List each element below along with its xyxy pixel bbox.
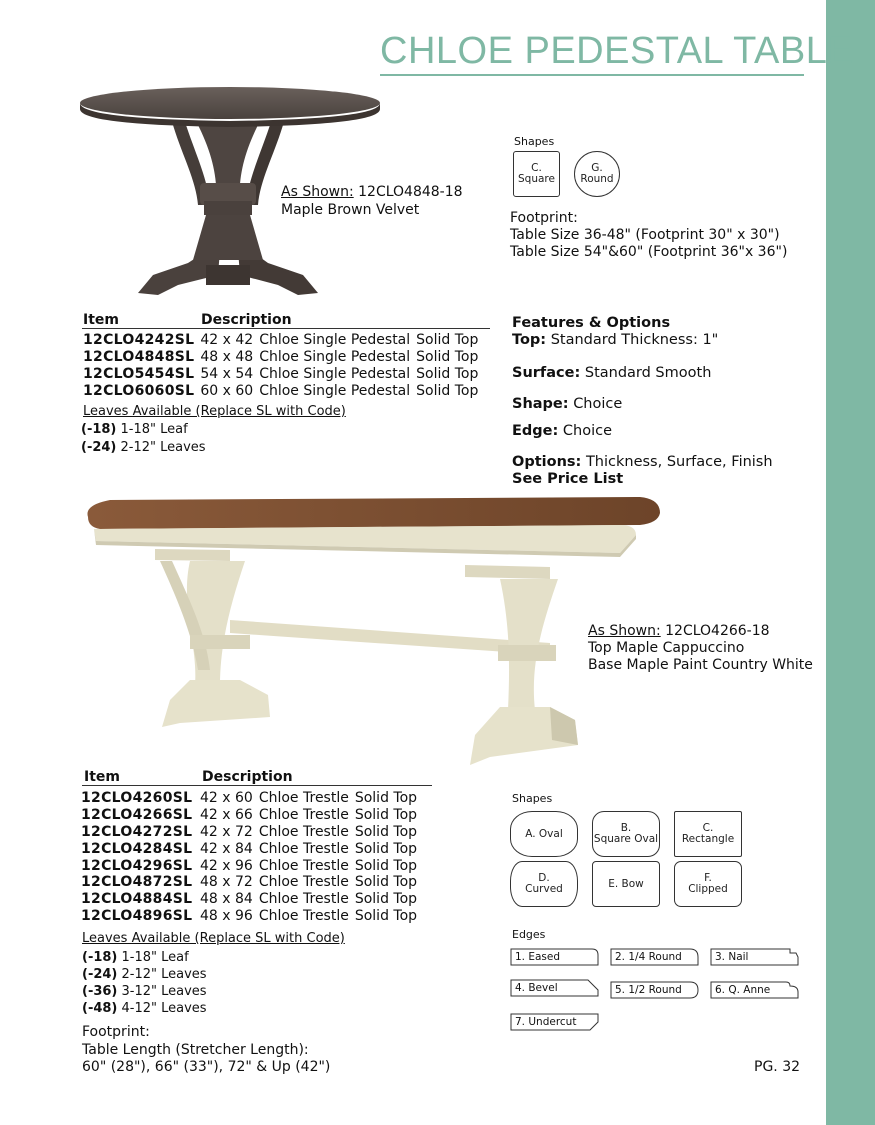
item-size: 42 x 42	[200, 332, 254, 349]
feature-top-label: Top:	[512, 332, 547, 348]
item-top: Solid Top	[354, 907, 418, 924]
table-row	[81, 840, 423, 857]
table-row	[83, 332, 484, 349]
pedestal-finish: Maple Brown Velvet	[281, 202, 420, 218]
edge-label: 7. Undercut	[515, 1016, 577, 1028]
trestle-leaves-label: Leaves Available (Replace SL with Code)	[82, 931, 345, 946]
item-top: Solid Top	[354, 790, 418, 807]
item-top: Solid Top	[354, 840, 418, 857]
leaf-code: (-18)	[82, 950, 118, 965]
as-shown-code: 12CLO4266-18	[665, 623, 770, 639]
shape-name: Rectangle	[681, 833, 735, 845]
table-row	[83, 349, 484, 366]
shape-name: Bow	[621, 877, 644, 890]
leaf-text: 2-12" Leaves	[121, 967, 207, 982]
shape-name: Square Oval	[593, 833, 659, 845]
item-code: 12CLO6060SL	[83, 382, 195, 399]
features-heading: Features & Options	[512, 315, 671, 331]
trestle-shapes-label: Shapes	[512, 792, 553, 805]
item-name: Chloe Trestle	[258, 891, 349, 908]
item-size: 48 x 48	[200, 349, 254, 366]
feature-surface-value: Standard Smooth	[584, 365, 712, 381]
item-size: 48 x 72	[200, 874, 253, 891]
page-title: CHLOE PEDESTAL TABLE	[380, 30, 854, 72]
item-code: 12CLO4272SL	[81, 823, 193, 840]
trestle-leaf-row	[82, 949, 189, 966]
item-size: 42 x 96	[200, 857, 253, 874]
shape-letter: E.	[608, 877, 619, 890]
edge-queen-anne	[710, 980, 800, 1000]
edge-label: 5. 1/2 Round	[615, 984, 682, 996]
title-underline	[380, 74, 804, 76]
item-top: Solid Top	[416, 365, 479, 382]
edge-quarter-round	[610, 947, 700, 967]
trestle-leaf-row	[82, 983, 207, 1000]
pedestal-leaf-row	[81, 421, 188, 438]
feature-surface	[512, 365, 711, 381]
feature-surface-label: Surface:	[512, 365, 581, 381]
trestle-header-rule	[82, 785, 432, 786]
item-name: Chloe Single Pedestal	[259, 382, 411, 399]
item-code: 12CLO4296SL	[81, 857, 193, 874]
feature-edge-label: Edge:	[512, 423, 559, 439]
item-size: 54 x 54	[200, 365, 254, 382]
table-row	[81, 807, 423, 824]
pedestal-items-table	[83, 332, 484, 399]
pedestal-footprint-line: Table Size 54"&60" (Footprint 36"x 36")	[510, 244, 788, 260]
table-row	[83, 366, 484, 383]
page-number: PG. 32	[754, 1059, 801, 1075]
table-row	[81, 891, 423, 908]
trestle-leaf-row	[82, 1000, 207, 1017]
edge-label: 1. Eased	[515, 951, 561, 963]
edge-undercut	[510, 1012, 600, 1032]
shape-round-letter: G.	[591, 162, 603, 174]
item-code: 12CLO5454SL	[83, 365, 195, 382]
trestle-header-description: Description	[202, 769, 293, 785]
table-row	[83, 382, 484, 399]
edge-nail	[710, 947, 800, 967]
shape-square-name: Square	[518, 173, 555, 185]
table-row	[81, 908, 423, 925]
shape-round-name: Round	[580, 173, 614, 185]
item-size: 60 x 60	[200, 382, 254, 399]
pedestal-header-item: Item	[83, 312, 119, 328]
trestle-finish-base: Base Maple Paint Country White	[588, 657, 813, 673]
edge-label: 3. Nail	[715, 951, 749, 963]
shape-letter: C.	[702, 822, 714, 834]
item-top: Solid Top	[354, 857, 418, 874]
feature-shape-label: Shape:	[512, 396, 569, 412]
table-row	[81, 824, 423, 841]
table-row	[81, 790, 423, 807]
shape-bow	[592, 861, 660, 907]
feature-top	[512, 332, 718, 348]
item-code: 12CLO4884SL	[81, 891, 193, 908]
shape-square-letter: C.	[531, 162, 542, 174]
feature-options-label: Options:	[512, 454, 582, 470]
trestle-as-shown	[588, 623, 770, 640]
edge-bevel	[510, 978, 600, 998]
pedestal-leaves-label: Leaves Available (Replace SL with Code)	[83, 404, 346, 419]
shape-clipped	[674, 861, 742, 907]
leaf-text: 2-12" Leaves	[120, 440, 206, 455]
item-top: Solid Top	[354, 823, 418, 840]
edge-label: 6. Q. Anne	[715, 984, 771, 996]
item-code: 12CLO4848SL	[83, 349, 195, 366]
item-code: 12CLO4284SL	[81, 840, 193, 857]
trestle-footprint-line: Table Length (Stretcher Length):	[82, 1042, 309, 1058]
trestle-items-table	[81, 790, 423, 924]
pedestal-shapes-label: Shapes	[514, 135, 555, 148]
item-top: Solid Top	[416, 349, 479, 366]
leaf-code: (-48)	[82, 1001, 118, 1016]
leaf-code: (-24)	[82, 967, 118, 982]
item-name: Chloe Trestle	[258, 790, 349, 807]
trestle-leaf-row	[82, 966, 207, 983]
item-top: Solid Top	[354, 807, 418, 824]
as-shown-label: As Shown:	[588, 623, 661, 639]
feature-edge	[512, 423, 612, 439]
shape-round	[574, 151, 620, 197]
shape-bow-text	[608, 879, 644, 890]
shape-oval	[510, 811, 578, 857]
leaf-code: (-24)	[81, 440, 117, 455]
item-name: Chloe Trestle	[258, 823, 349, 840]
item-name: Chloe Trestle	[258, 907, 349, 924]
item-top: Solid Top	[354, 891, 418, 908]
item-name: Chloe Single Pedestal	[259, 349, 411, 366]
item-size: 42 x 66	[200, 807, 253, 824]
feature-options	[512, 454, 773, 470]
trestle-footprint-label: Footprint:	[82, 1024, 150, 1040]
feature-shape	[512, 396, 622, 412]
item-name: Chloe Trestle	[258, 840, 349, 857]
trestle-finish-top: Top Maple Cappuccino	[588, 640, 745, 656]
feature-shape-value: Choice	[573, 396, 623, 412]
trestle-header-item: Item	[84, 769, 120, 785]
shape-name: Clipped	[688, 883, 728, 895]
shape-square-oval	[592, 811, 660, 857]
item-top: Solid Top	[416, 332, 479, 349]
item-name: Chloe Trestle	[258, 807, 349, 824]
feature-top-value: Standard Thickness: 1"	[550, 332, 719, 348]
as-shown-label: As Shown:	[281, 184, 354, 200]
pedestal-footprint-label: Footprint:	[510, 210, 578, 226]
shape-rectangle	[674, 811, 742, 857]
leaf-text: 1-18" Leaf	[121, 950, 189, 965]
shape-square	[513, 151, 560, 197]
shape-letter: B.	[620, 822, 632, 834]
item-code: 12CLO4260SL	[81, 790, 193, 807]
feature-edge-value: Choice	[562, 423, 613, 439]
leaf-text: 4-12" Leaves	[121, 1001, 207, 1016]
feature-options-value: Thickness, Surface, Finish	[585, 454, 773, 470]
shape-name: Oval	[538, 827, 563, 840]
price-list-note: See Price List	[512, 471, 624, 487]
table-row	[81, 874, 423, 891]
item-name: Chloe Single Pedestal	[259, 365, 411, 382]
item-top: Solid Top	[416, 382, 479, 399]
pedestal-as-shown	[281, 184, 463, 201]
item-size: 48 x 96	[200, 907, 253, 924]
leaf-text: 1-18" Leaf	[120, 422, 188, 437]
as-shown-code: 12CLO4848-18	[358, 184, 463, 200]
shape-letter: D.	[538, 872, 550, 884]
item-size: 42 x 60	[200, 790, 253, 807]
leaf-code: (-18)	[81, 422, 117, 437]
accent-sidebar	[826, 0, 875, 1125]
item-code: 12CLO4242SL	[83, 332, 195, 349]
shape-letter: F.	[704, 872, 712, 884]
shape-name: Curved	[525, 883, 563, 895]
pedestal-leaf-row	[81, 439, 206, 456]
table-row	[81, 857, 423, 874]
pedestal-footprint-line: Table Size 36-48" (Footprint 30" x 30")	[510, 227, 780, 243]
item-size: 42 x 72	[200, 823, 253, 840]
leaf-code: (-36)	[82, 984, 118, 999]
trestle-footprint-line: 60" (28"), 66" (33"), 72" & Up (42")	[82, 1059, 331, 1075]
pedestal-header-description: Description	[201, 312, 292, 328]
item-name: Chloe Trestle	[258, 857, 349, 874]
leaf-text: 3-12" Leaves	[121, 984, 207, 999]
item-code: 12CLO4872SL	[81, 874, 193, 891]
item-name: Chloe Trestle	[258, 874, 349, 891]
shape-curved	[510, 861, 578, 907]
shape-letter: A.	[525, 827, 536, 840]
item-top: Solid Top	[354, 874, 418, 891]
edge-eased	[510, 947, 600, 967]
edge-label: 2. 1/4 Round	[615, 951, 682, 963]
shape-oval-text	[525, 829, 563, 840]
trestle-table-image	[80, 495, 665, 777]
edges-label: Edges	[512, 928, 546, 941]
item-code: 12CLO4896SL	[81, 907, 193, 924]
item-size: 42 x 84	[200, 840, 253, 857]
item-code: 12CLO4266SL	[81, 807, 193, 824]
edge-half-round	[610, 980, 700, 1000]
pedestal-header-rule	[82, 328, 490, 329]
item-name: Chloe Single Pedestal	[259, 332, 411, 349]
item-size: 48 x 84	[200, 891, 253, 908]
edge-label: 4. Bevel	[515, 982, 558, 994]
